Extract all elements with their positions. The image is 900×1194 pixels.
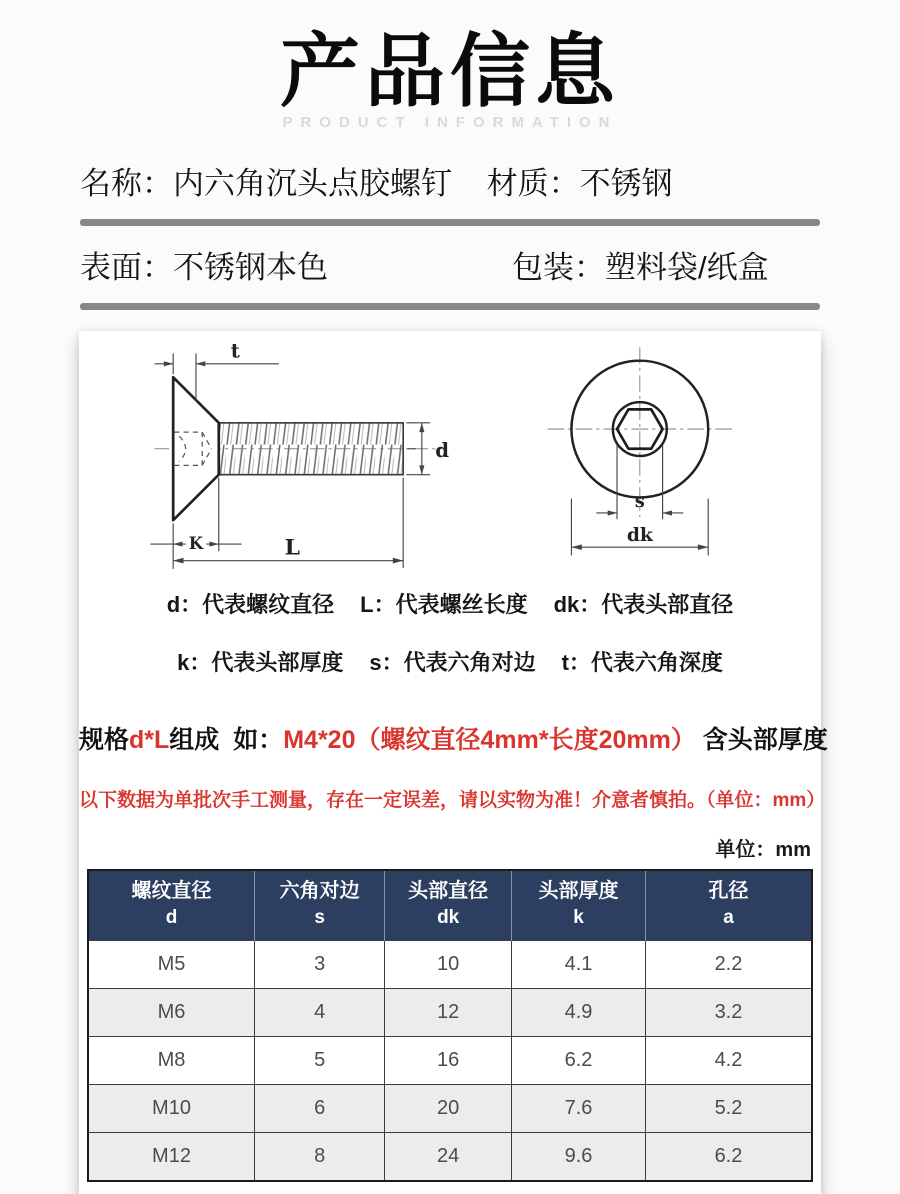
table-row [88,1037,812,1085]
material-value: 不锈钢 [579,166,673,201]
legend-line-2 [79,646,821,677]
spec-segment: 规格 [79,726,130,755]
table-cell: 8 [255,1133,385,1182]
table-row [88,941,812,989]
table-cell: 6 [255,1085,385,1133]
screw-top-view-diagram [531,341,759,571]
column-symbol: a [723,907,734,929]
page-subtitle: PRODUCT INFORMATION [282,114,618,131]
table-row [88,1085,812,1133]
table-header-cell [385,870,512,940]
table-header-cell [645,870,812,940]
column-title: 头部直径 [408,880,489,903]
column-symbol: k [573,907,584,929]
spec-table [87,869,813,1182]
measurement-note: 以下数据为单批次手工测量，存在一定误差，请以实物为准！介意者慎拍。（单位：mm） [79,790,826,812]
dim-label-d: d [434,439,449,463]
page-title: 产品信息 [280,27,620,116]
legend-item: s：代表六角对边 [369,650,536,676]
table-cell: 9.6 [512,1133,646,1182]
name-label: 名称： [80,166,173,201]
package-label: 包装： [512,250,605,286]
screw-side-view-diagram [142,341,453,571]
table-cell: 4 [255,989,385,1037]
table-cell: 5.2 [645,1085,812,1133]
table-cell: 6.2 [645,1133,812,1182]
dim-label-k: K [188,533,203,554]
table-cell: 4.2 [645,1037,812,1085]
header [0,0,900,131]
table-cell: 4.1 [512,941,646,989]
table-cell: M5 [88,941,255,989]
spec-segment: 含头部厚度 [695,726,828,755]
legend-item: L：代表螺丝长度 [360,592,528,618]
table-cell: M8 [88,1037,255,1085]
table-cell: 3 [255,941,385,989]
legend-item: k：代表头部厚度 [177,650,344,676]
table-header-row [88,870,812,940]
table-cell: M12 [88,1133,255,1182]
legend-item: t：代表六角深度 [561,650,723,676]
table-cell: 20 [385,1085,512,1133]
dim-label-dk: dk [626,524,653,547]
spec-card [79,331,828,1194]
table-cell: 12 [385,989,512,1037]
dim-label-s: s [634,491,645,513]
table-header-cell [255,870,385,940]
legend-item: dk：代表头部直径 [553,592,734,618]
legend-item: d：代表螺纹直径 [166,592,335,618]
column-symbol: s [314,907,325,929]
table-cell: 16 [385,1037,512,1085]
table-cell: 5 [255,1037,385,1085]
column-symbol: dk [437,907,460,929]
divider-line [80,219,820,226]
table-cell: 3.2 [645,989,812,1037]
column-title: 孔径 [708,880,749,903]
spec-segment-highlight: M4*20（螺纹直径4mm*长度20mm） [283,726,696,755]
column-title: 六角对边 [279,880,360,903]
table-header-cell [512,870,646,940]
column-symbol: d [165,907,178,929]
table-cell: M6 [88,989,255,1037]
info-row-name [80,165,820,202]
column-title: 头部厚度 [538,880,619,903]
spec-segment: 组成 [169,726,220,755]
unit-note: 单位：mm [715,839,811,862]
legend-line-1 [79,588,821,619]
product-info-section [80,165,820,310]
table-header-cell [88,870,255,940]
table-cell: 24 [385,1133,512,1182]
spec-segment: 如： [219,726,284,755]
dim-label-t: t [230,341,240,363]
table-row [88,1133,812,1182]
table-cell: 6.2 [512,1037,646,1085]
package-value: 塑料袋/纸盒 [605,250,769,286]
divider-line [80,303,820,310]
table-cell: 7.6 [512,1085,646,1133]
table-cell: M10 [88,1085,255,1133]
table-cell: 10 [385,941,512,989]
spec-segment-highlight: d*L [129,726,170,755]
info-row-surface [80,249,820,286]
spec-composition-line [79,720,828,756]
column-title: 螺纹直径 [131,880,212,903]
surface-value: 不锈钢本色 [173,250,328,286]
material-label: 材质： [486,166,580,201]
table-cell: 2.2 [645,941,812,989]
technical-drawings [79,341,821,573]
surface-label: 表面： [80,250,173,286]
dim-label-l: L [284,535,300,561]
table-row [88,989,812,1037]
table-cell: 4.9 [512,989,646,1037]
name-value: 内六角沉头点胶螺钉 [173,166,452,201]
